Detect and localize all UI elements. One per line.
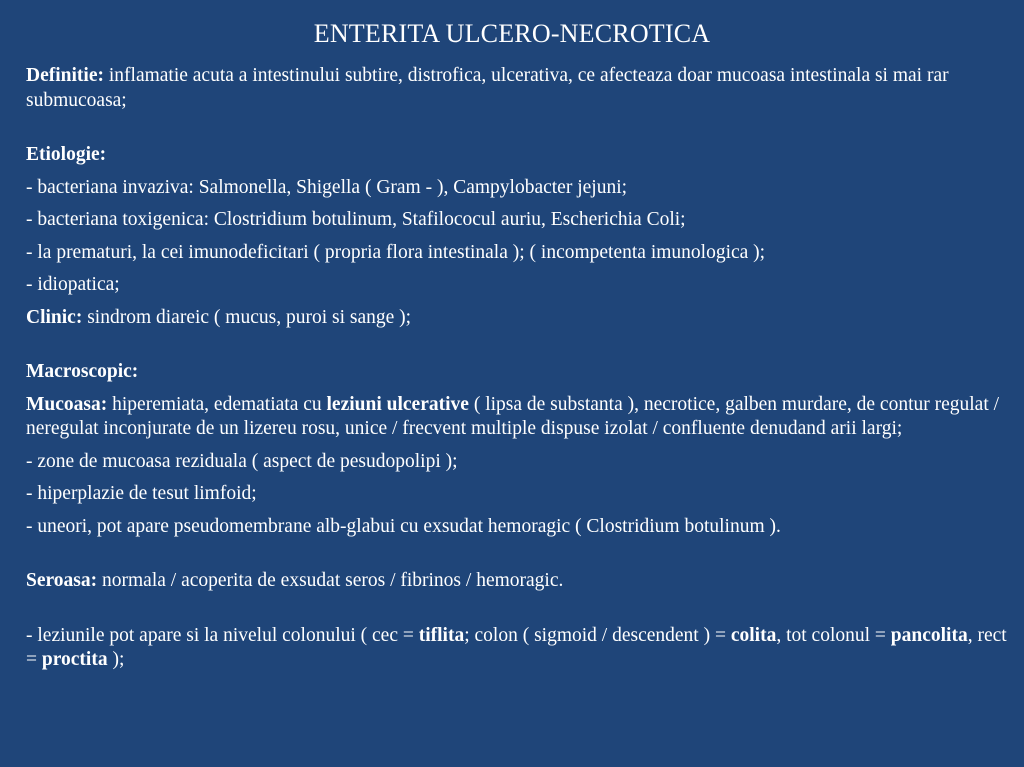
clinic-text: sindrom diareic ( mucus, puroi si sange ); — [82, 306, 412, 328]
etiologie-item: - bacteriana toxigenica: Clostridium botulinum, Stafilococul auriu, Escherichia Coli; — [26, 209, 686, 230]
definitie-label: Definitie: — [26, 65, 104, 86]
slide-title: ENTERITA ULCERO-NECROTICA — [313, 19, 711, 48]
clinic-label: Clinic: — [26, 306, 83, 328]
tiflita-term: tiflita — [418, 624, 465, 646]
mucoasa-bold: leziuni ulcerative — [326, 393, 469, 415]
proctita-term: proctita — [41, 649, 108, 670]
pancolita-term: pancolita — [890, 624, 968, 646]
leziuni-text-4: , rect = — [26, 624, 1007, 670]
colita-term: colita — [730, 624, 777, 646]
clinic-paragraph — [26, 306, 1011, 331]
leziuni-text-5: ); — [107, 649, 125, 670]
leziuni-paragraph — [26, 624, 1011, 673]
etiologie-heading — [26, 143, 1011, 168]
seroasa-text: normala / acoperita de exsudat seros / fibrinos / hemoragic. — [97, 570, 564, 591]
macroscopic-item: - hiperplazie de tesut limfoid; — [26, 483, 257, 504]
slide-body — [26, 64, 1011, 673]
macroscopic-item: - uneori, pot apare pseudomembrane alb-glabui cu exsudat hemoragic ( Clostridium botulinum ). — [26, 515, 781, 537]
etiologie-item: - bacteriana invaziva: Salmonella, Shigella ( Gram - ), Campylobacter jejuni; — [26, 176, 628, 198]
definitie-text: inflamatie acuta a intestinului subtire, distrofica, ulcerativa, ce afecteaza doar mucoasa intestinala si mai rar submucoasa; — [26, 65, 949, 111]
etiologie-heading-text: Etiologie: — [26, 144, 107, 165]
seroasa-label: Seroasa: — [26, 570, 98, 591]
seroasa-paragraph — [26, 569, 1011, 594]
leziuni-text-3: , tot colonul = — [776, 624, 891, 646]
macroscopic-heading-text: Macroscopic: — [26, 361, 139, 382]
definitie-paragraph — [26, 64, 1011, 113]
leziuni-text-1: - leziunile pot apare si la nivelul colonului ( cec = — [26, 624, 419, 646]
mucoasa-text-2: ( lipsa de substanta ), necrotice, galben murdare, de contur regulat / neregulat inconjurate de un lizereu rosu, unice / frecvent multiple dispuse izolat / confluente denudand arii largi; — [26, 393, 1000, 439]
etiologie-item: - la prematuri, la cei imunodeficitari ( propria flora intestinala ); ( incompetenta imunologica ); — [26, 241, 766, 263]
mucoasa-text-1: hiperemiata, edematiata cu — [107, 393, 327, 415]
mucoasa-label: Mucoasa: — [26, 393, 108, 415]
macroscopic-item: - zone de mucoasa reziduala ( aspect de pesudopolipi ); — [26, 450, 458, 472]
etiologie-item: - idiopatica; — [26, 274, 120, 295]
leziuni-text-2: ; colon ( sigmoid / descendent ) = — [464, 624, 731, 646]
macroscopic-heading — [26, 360, 1011, 385]
mucoasa-paragraph — [26, 393, 1011, 442]
